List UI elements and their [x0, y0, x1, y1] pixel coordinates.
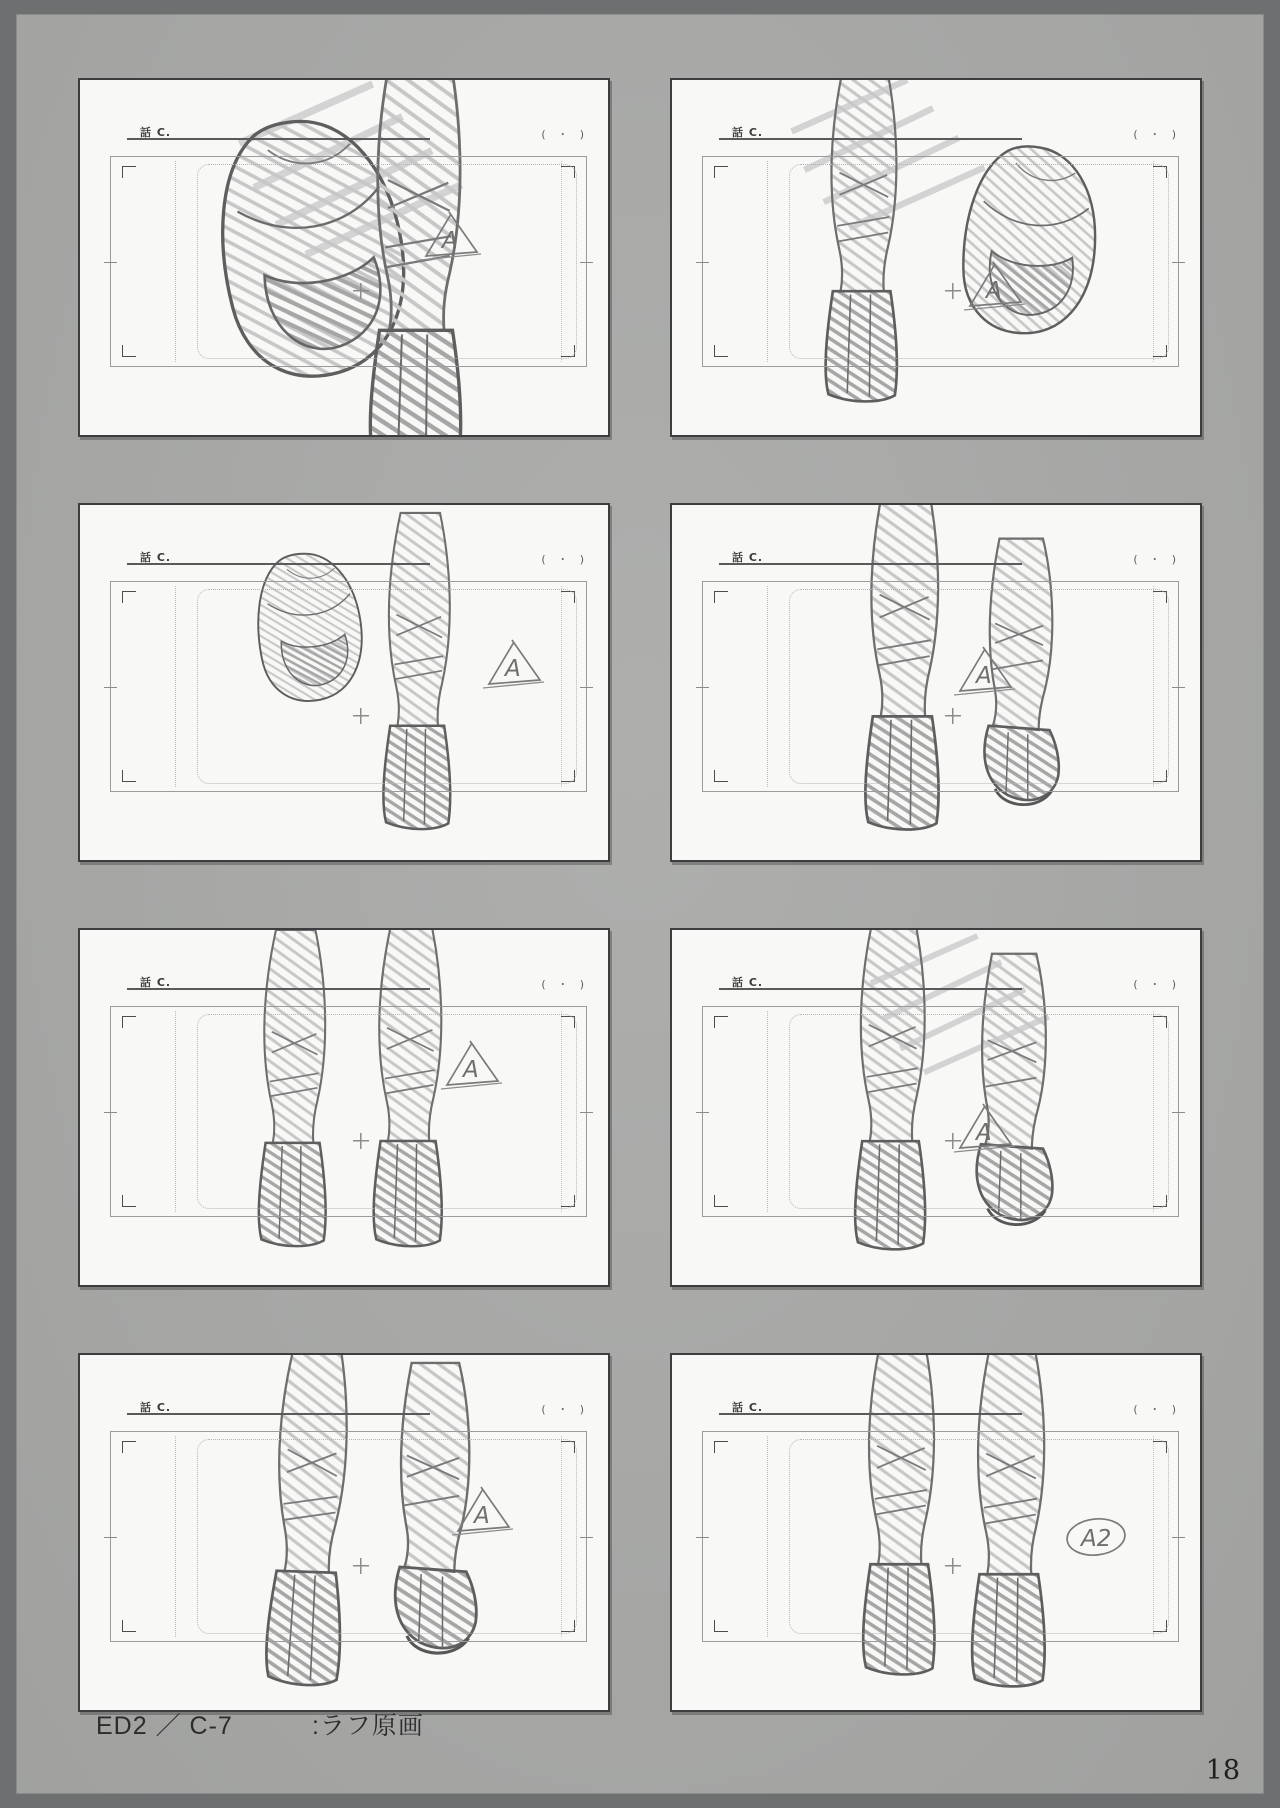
- timing-mark: ( ・ ): [541, 1403, 588, 1416]
- corner-bracket-icon: [122, 1620, 136, 1632]
- genga-panel-6: [670, 928, 1202, 1287]
- cut-number-label: 話 C.: [732, 1401, 764, 1414]
- edge-tick: [580, 687, 593, 689]
- cut-number-label: 話 C.: [732, 126, 764, 139]
- panel-header: [80, 1399, 608, 1417]
- guide-line: [1153, 1011, 1154, 1212]
- edge-tick: [696, 1537, 709, 1539]
- corner-bracket-icon: [714, 1195, 728, 1207]
- timing-mark: ( ・ ): [541, 553, 588, 566]
- guide-line: [175, 586, 176, 787]
- edge-tick: [580, 1112, 593, 1114]
- layout-frame: [702, 156, 1179, 367]
- edge-tick: [696, 262, 709, 264]
- timing-mark: ( ・ ): [1133, 978, 1180, 991]
- timing-mark: ( ・ ): [541, 128, 588, 141]
- cel-layer-mark: [439, 1037, 505, 1095]
- edge-tick: [104, 687, 117, 689]
- edge-tick: [104, 1112, 117, 1114]
- corner-bracket-icon: [122, 591, 136, 603]
- edge-tick: [580, 262, 593, 264]
- guide-line: [175, 161, 176, 362]
- guide-line: [561, 1436, 562, 1637]
- genga-panel-5: [78, 928, 610, 1287]
- guide-line: [1153, 161, 1154, 362]
- guide-line: [767, 161, 768, 362]
- layout-frame: [110, 1006, 587, 1217]
- page-number: 18: [1205, 1755, 1240, 1786]
- safe-area-guide: [197, 1014, 577, 1209]
- svg-text:A: A: [463, 1056, 479, 1083]
- corner-bracket-icon: [714, 770, 728, 782]
- cut-number-label: 話 C.: [732, 551, 764, 564]
- edge-tick: [696, 1112, 709, 1114]
- layout-frame: [702, 581, 1179, 792]
- cel-layer-mark: [952, 643, 1018, 701]
- panel-header: [80, 124, 608, 142]
- corner-bracket-icon: [714, 591, 728, 603]
- genga-panel-4: [670, 503, 1202, 862]
- corner-bracket-icon: [714, 1016, 728, 1028]
- safe-area-guide: [197, 1439, 577, 1634]
- corner-bracket-icon: [122, 770, 136, 782]
- cut-code: ED2 ／ C-7: [96, 1712, 233, 1740]
- corner-bracket-icon: [122, 166, 136, 178]
- layout-frame: [110, 156, 587, 367]
- caption-type-label: :ラフ原画: [311, 1712, 424, 1740]
- genga-panel-8: [670, 1353, 1202, 1712]
- cel-layer-mark: [481, 636, 547, 694]
- register-cross-icon: [353, 1558, 369, 1574]
- guide-line: [561, 161, 562, 362]
- corner-bracket-icon: [714, 1620, 728, 1632]
- artbook-page: [16, 14, 1264, 1794]
- cel-layer-mark: [962, 258, 1028, 316]
- header-rule: [127, 988, 430, 990]
- cel-layer-mark: [952, 1100, 1018, 1158]
- header-rule: [719, 563, 1022, 565]
- corner-bracket-icon: [714, 345, 728, 357]
- panel-header: [672, 124, 1200, 142]
- timing-mark: ( ・ ): [1133, 1403, 1180, 1416]
- cut-number-label: 話 C.: [732, 976, 764, 989]
- cel-layer-mark: [450, 1483, 516, 1541]
- svg-text:A: A: [505, 656, 521, 683]
- register-cross-icon: [945, 1558, 961, 1574]
- page-caption: [96, 1706, 424, 1742]
- panel-grid: [78, 78, 1202, 1712]
- cut-number-label: 話 C.: [140, 551, 172, 564]
- edge-tick: [1172, 687, 1185, 689]
- genga-panel-7: [78, 1353, 610, 1712]
- svg-text:A2: A2: [1080, 1525, 1112, 1552]
- edge-tick: [104, 1537, 117, 1539]
- cut-number-label: 話 C.: [140, 126, 172, 139]
- guide-line: [767, 1436, 768, 1637]
- corner-bracket-icon: [122, 1016, 136, 1028]
- corner-bracket-icon: [122, 1441, 136, 1453]
- edge-tick: [580, 1537, 593, 1539]
- edge-tick: [104, 262, 117, 264]
- timing-mark: ( ・ ): [1133, 128, 1180, 141]
- svg-text:A: A: [975, 1120, 992, 1147]
- timing-mark: ( ・ ): [541, 978, 588, 991]
- corner-bracket-icon: [122, 345, 136, 357]
- header-rule: [127, 1413, 430, 1415]
- genga-panel-1: [78, 78, 610, 437]
- edge-tick: [1172, 1112, 1185, 1114]
- guide-line: [1153, 586, 1154, 787]
- register-cross-icon: [945, 708, 961, 724]
- corner-bracket-icon: [122, 1195, 136, 1207]
- panel-header: [672, 1399, 1200, 1417]
- header-rule: [127, 563, 430, 565]
- header-rule: [127, 138, 430, 140]
- panel-header: [80, 974, 608, 992]
- edge-tick: [1172, 1537, 1185, 1539]
- timing-mark: ( ・ ): [1133, 553, 1180, 566]
- register-cross-icon: [945, 283, 961, 299]
- corner-bracket-icon: [714, 166, 728, 178]
- svg-text:A: A: [975, 663, 992, 690]
- panel-header: [672, 974, 1200, 992]
- guide-line: [767, 1011, 768, 1212]
- panel-header: [80, 549, 608, 567]
- header-rule: [719, 1413, 1022, 1415]
- svg-text:A: A: [473, 1502, 490, 1529]
- edge-tick: [696, 687, 709, 689]
- guide-line: [561, 586, 562, 787]
- header-rule: [719, 988, 1022, 990]
- layout-frame: [702, 1006, 1179, 1217]
- guide-line: [175, 1436, 176, 1637]
- safe-area-guide: [197, 164, 577, 359]
- guide-line: [1153, 1436, 1154, 1637]
- guide-line: [767, 586, 768, 787]
- genga-panel-3: [78, 503, 610, 862]
- header-rule: [719, 138, 1022, 140]
- cel-layer-mark: [418, 208, 484, 266]
- corner-bracket-icon: [714, 1441, 728, 1453]
- guide-line: [561, 1011, 562, 1212]
- edge-tick: [1172, 262, 1185, 264]
- cut-number-label: 話 C.: [140, 976, 172, 989]
- guide-line: [175, 1011, 176, 1212]
- genga-panel-2: [670, 78, 1202, 437]
- cut-number-label: 話 C.: [140, 1401, 172, 1414]
- svg-text:A: A: [441, 227, 458, 254]
- register-cross-icon: [353, 708, 369, 724]
- panel-header: [672, 549, 1200, 567]
- register-cross-icon: [353, 283, 369, 299]
- svg-text:A: A: [986, 277, 1003, 304]
- cel-layer-mark: [1063, 1508, 1129, 1566]
- register-cross-icon: [353, 1133, 369, 1149]
